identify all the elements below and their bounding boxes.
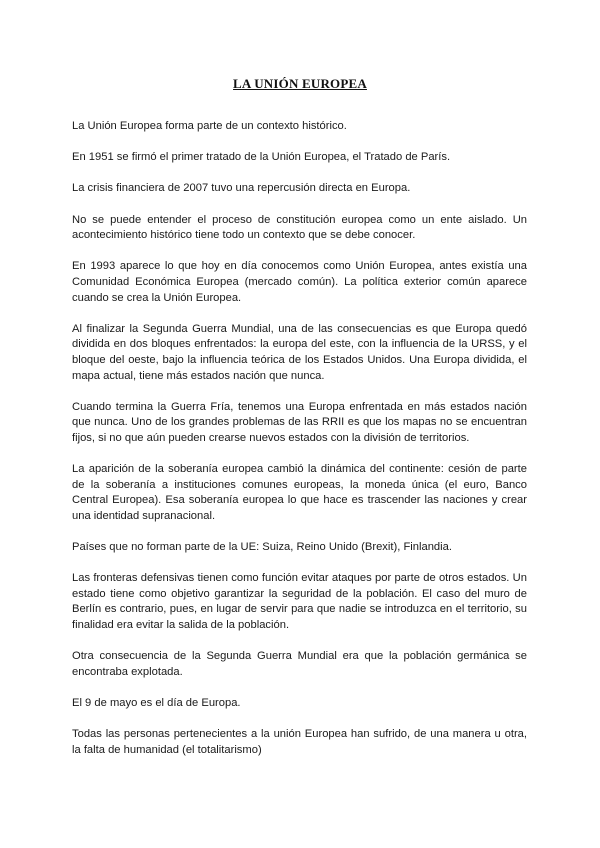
paragraph-11: Otra consecuencia de la Segunda Guerra Mundial era que la población germánica se encontraba explotada. — [72, 650, 527, 678]
paragraph-1: La Unión Europea forma parte de un contexto histórico. — [72, 120, 347, 132]
paragraph-5: En 1993 aparece lo que hoy en día conocemos como Unión Europea, antes existía una Comunidad Económica Europea (mercado común). La política exterior común aparece cuando se crea la Unión Europea. — [72, 260, 527, 304]
paragraph-9: Países que no forman parte de la UE: Suiza, Reino Unido (Brexit), Finlandia. — [72, 541, 452, 554]
paragraph-2: En 1951 se firmó el primer tratado de la Unión Europea, el Tratado de París. — [72, 151, 451, 164]
paragraph-7: Cuando termina la Guerra Fría, tenemos una Europa enfrentada en más estados nación que nunca. Uno de los grandes problemas de las RRII es que los mapas no se encuentran fijos, si no que aún pueden crearse nuevos estados con la división de territorios. — [72, 400, 527, 444]
paragraph-3: La crisis financiera de 2007 tuvo una repercusión directa en Europa. — [72, 182, 411, 195]
document-body — [72, 119, 527, 758]
paragraph-8: La aparición de la soberanía europea cambió la dinámica del continente: cesión de parte de la soberanía a instituciones comunes europeas, la moneda única (el euro, Banco Central Europea). Esa soberanía europea lo que hace es trascender las naciones y crear una identidad supranacional. — [72, 463, 527, 522]
paragraph-6: Al finalizar la Segunda Guerra Mundial, una de las consecuencias es que Europa quedó dividida en dos bloques enfrentados: la europa del este, con la influencia de la URSS, y el bloque del oeste, bajo la influencia teórica de los Estados Unidos. Una Europa dividida, el mapa actual, tiene más estados nación que nunca. — [72, 322, 527, 382]
paragraph-13: Todas las personas pertenecientes a la unión Europea han sufrido, de una manera u otra, la falta de humanidad (el totalitarismo) — [72, 728, 527, 756]
paragraph-4: No se puede entender el proceso de constitución europea como un ente aislado. Un acontecimiento histórico tiene todo un contexto que se debe conocer. — [72, 213, 527, 242]
paragraph-12: El 9 de mayo es el día de Europa. — [72, 696, 241, 709]
paragraph-10: Las fronteras defensivas tienen como función evitar ataques por parte de otros estados. Un estado tiene como objetivo garantizar la seguridad de la población. El caso del muro de Berlín es contrario, pues, en lugar de servir para que nadie se introduzca en el territorio, su finalidad era evitar la salida de la población. — [72, 572, 527, 631]
page-title: LA UNIÓN EUROPEA — [233, 76, 367, 91]
